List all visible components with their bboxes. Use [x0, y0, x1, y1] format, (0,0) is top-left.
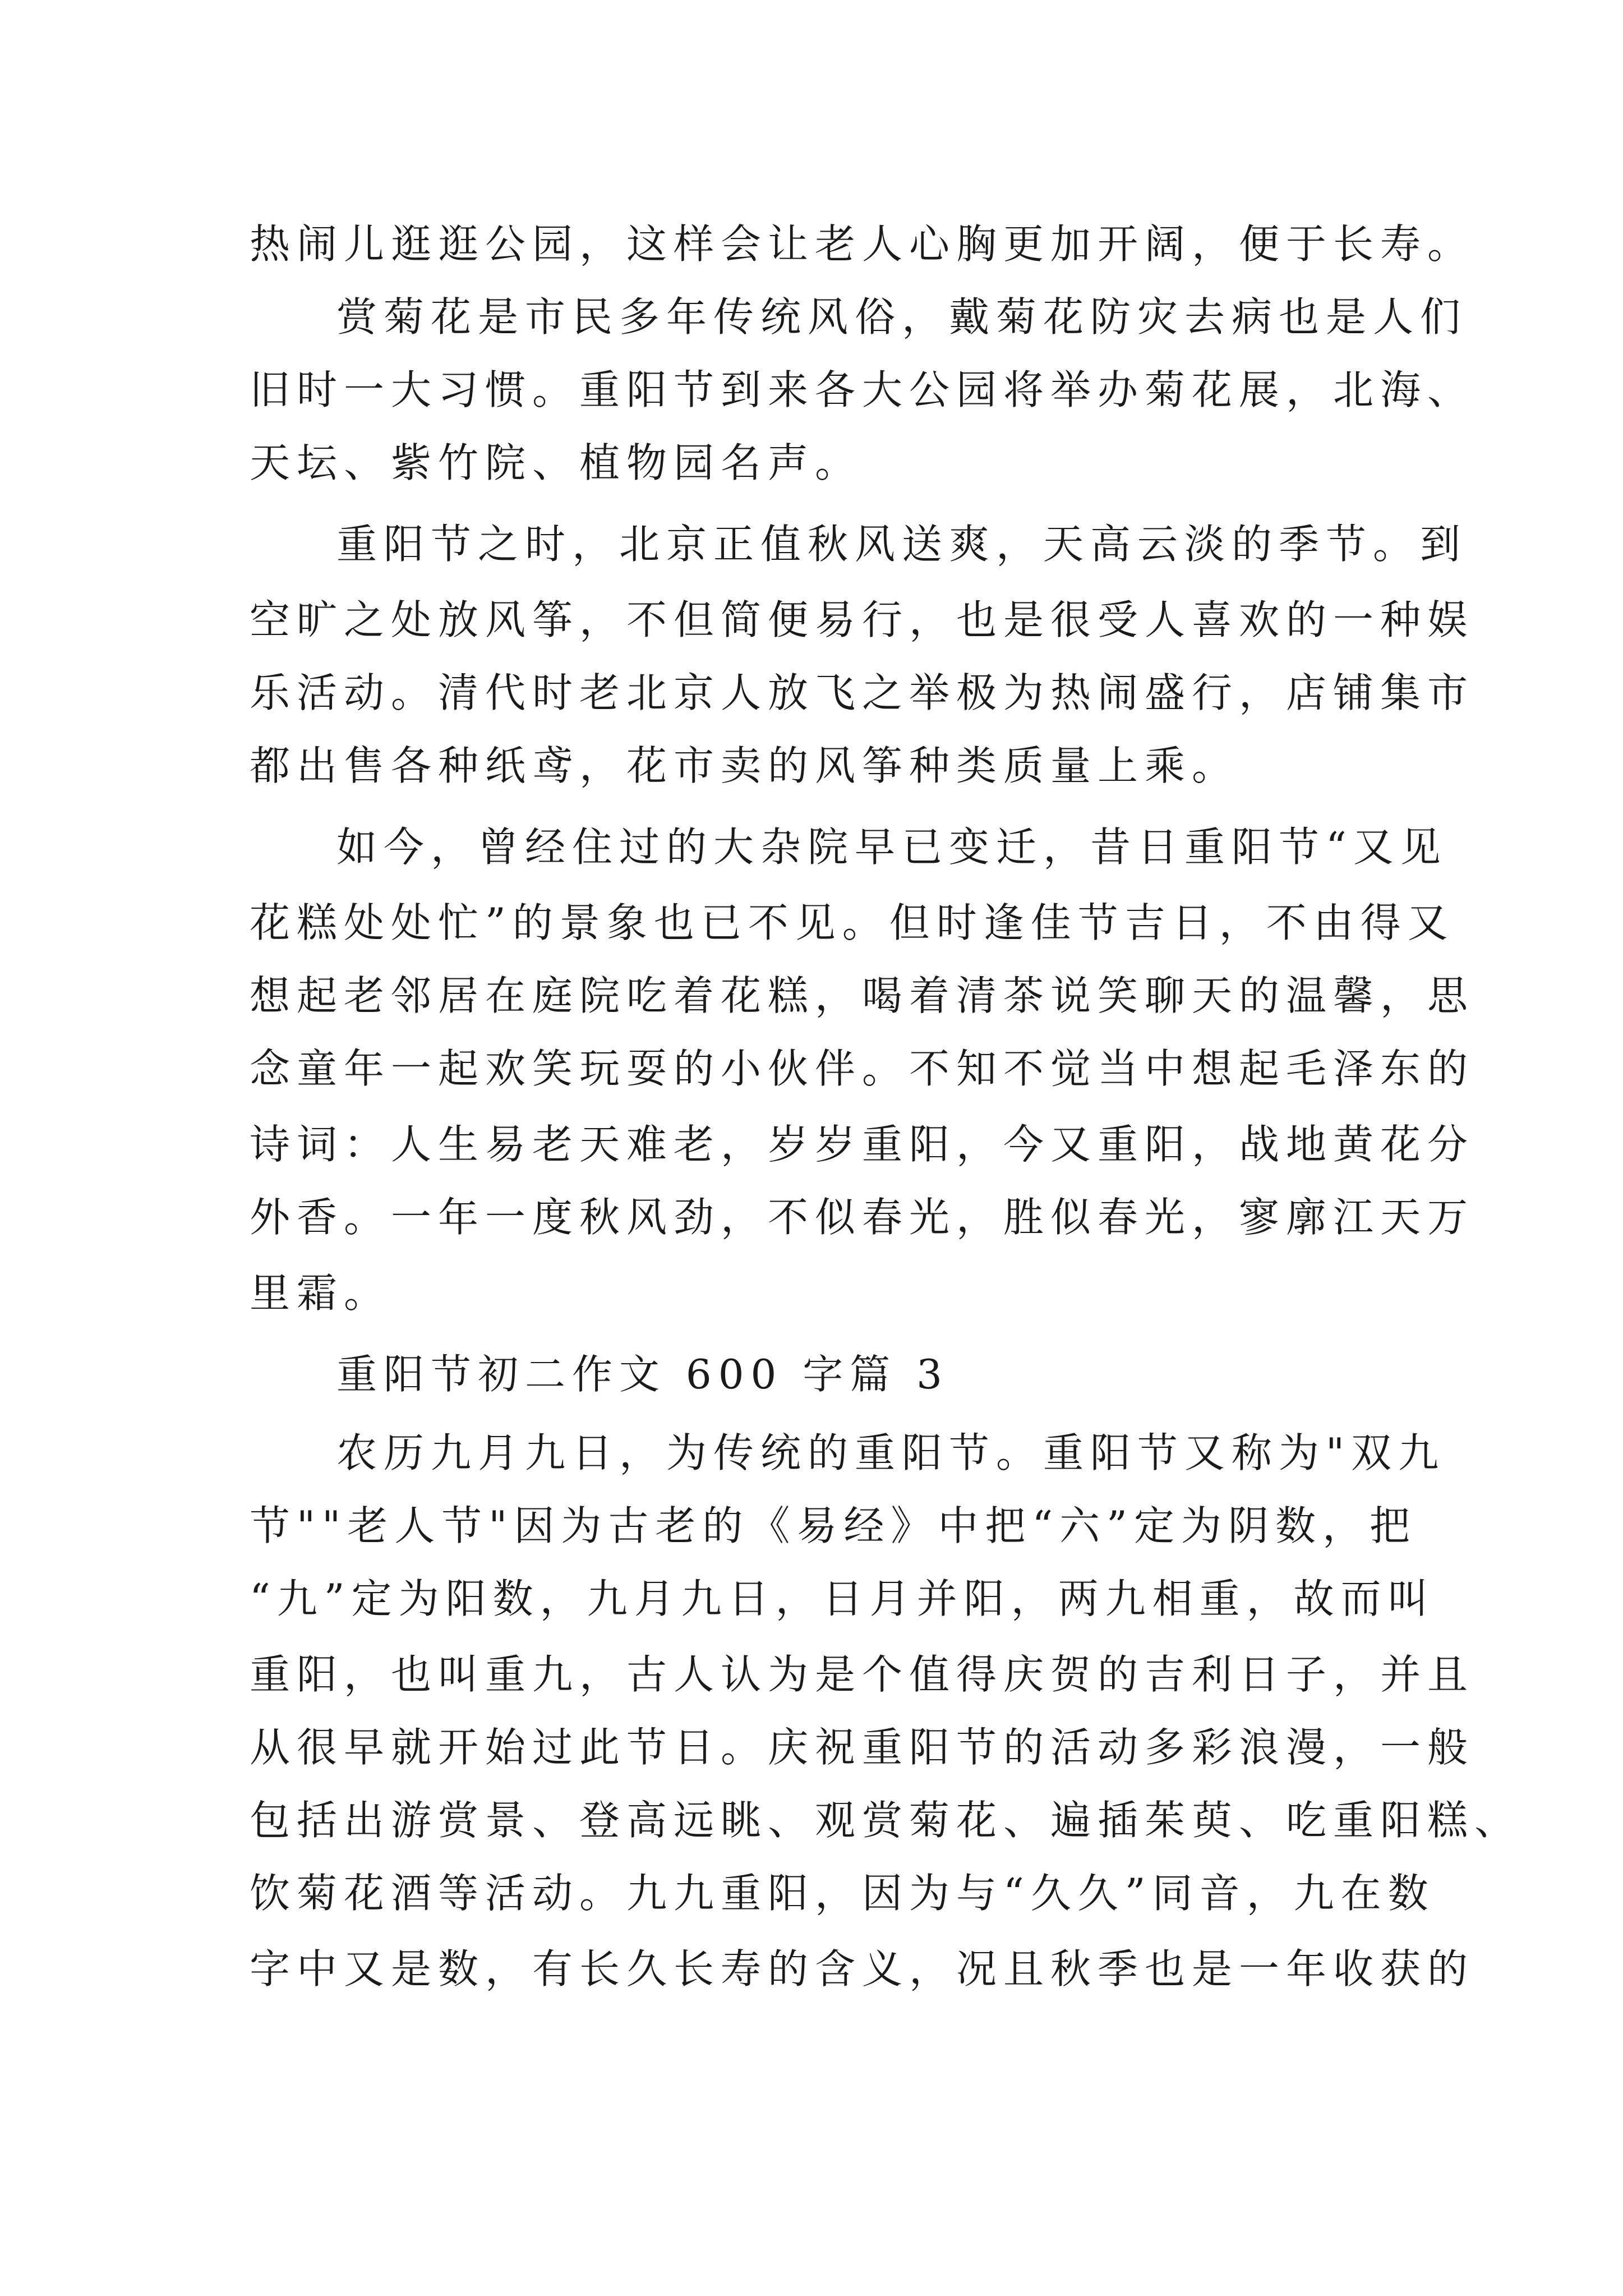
text-line: 节""老人节"因为古老的《易经》中把“六”定为阴数，把 — [250, 1502, 1417, 1549]
text-line: 乐活动。清代时老北京人放飞之举极为热闹盛行，店铺集市 — [250, 669, 1475, 716]
text-line: 重阳节之时，北京正值秋风送爽，天高云淡的季节。到 — [336, 521, 1468, 568]
text-line: 饮菊花酒等活动。九九重阳，因为与“久久”同音，九在数 — [250, 1870, 1435, 1917]
text-line: “九”定为阳数，九月九日，日月并阳，两九相重，故而叫 — [250, 1575, 1435, 1622]
text-line: 热闹儿逛逛公园，这样会让老人心胸更加开阔，便于长寿。 — [250, 220, 1475, 268]
section-heading: 重阳节初二作文 600 字篇 3 — [336, 1351, 949, 1398]
text-line: 念童年一起欢笑玩耍的小伙伴。不知不觉当中想起毛泽东的 — [250, 1045, 1475, 1092]
text-line: 赏菊花是市民多年传统风俗，戴菊花防灾去病也是人们 — [336, 293, 1468, 341]
text-line: 想起老邻居在庭院吃着花糕，喝着清茶说笑聊天的温馨，思 — [250, 972, 1475, 1019]
text-line: 包括出游赏景、登高远眺、观赏菊花、遍插茱萸、吃重阳糕、 — [250, 1797, 1522, 1844]
text-line: 重阳，也叫重九，古人认为是个值得庆贺的吉利日子，并且 — [250, 1651, 1475, 1698]
text-line: 都出售各种纸鸢，花市卖的风筝种类质量上乘。 — [250, 742, 1239, 789]
text-line: 旧时一大习惯。重阳节到来各大公园将举办菊花展，北海、 — [250, 366, 1475, 413]
text-line: 外香。一年一度秋风劲，不似春光，胜似春光，寥廓江天万 — [250, 1194, 1475, 1241]
text-line: 农历九月九日，为传统的重阳节。重阳节又称为"双九 — [336, 1429, 1446, 1476]
text-line: 空旷之处放风筝，不但简便易行，也是很受人喜欢的一种娱 — [250, 596, 1475, 643]
text-line: 天坛、紫竹院、植物园名声。 — [250, 439, 863, 486]
text-line: 花糕处处忙”的景象也已不见。但时逢佳节吉日，不由得又 — [250, 899, 1455, 946]
text-line: 如今，曾经住过的大杂院早已变迁，昔日重阳节“又见 — [336, 823, 1447, 871]
text-line: 从很早就开始过此节日。庆祝重阳节的活动多彩浪漫，一般 — [250, 1724, 1475, 1771]
text-line: 字中又是数，有长久长寿的含义，况且秋季也是一年收获的 — [250, 1945, 1475, 1993]
text-line: 诗词：人生易老天难老，岁岁重阳，今又重阳，战地黄花分 — [250, 1121, 1475, 1168]
text-line: 里霜。 — [250, 1269, 391, 1317]
